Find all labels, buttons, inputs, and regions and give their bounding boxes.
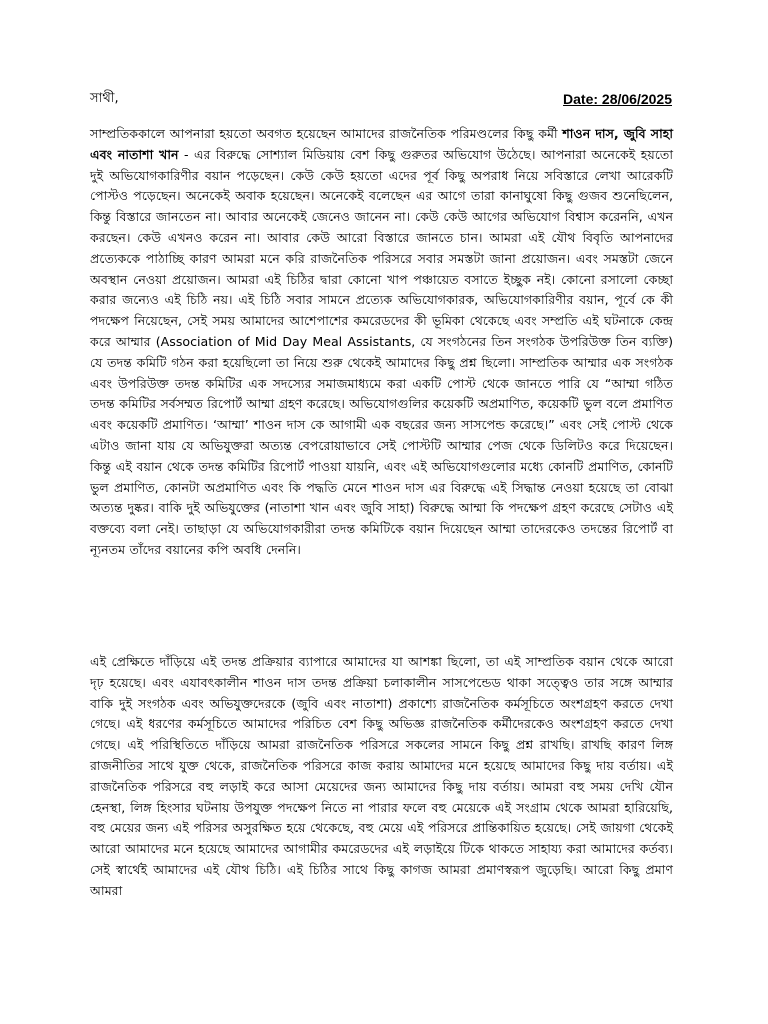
salutation: সাথী, — [90, 91, 119, 106]
accused-names: শাওন দাস, জুবি সাহা এবং নাতাশা খান — [90, 126, 674, 162]
paragraph-1-body: - এর বিরুদ্ধে সোশ্যাল মিডিয়ায় বেশ কিছু গুরুতর অভিযোগ উঠেছে। আপনারা অনেকেই হয়তো দুই অভিযোগকারিণীর বয়ান পড়েছেন। কেউ কেউ হয়তো এদের পূর্ব কিছু অপরাধ নিয়ে সবিস্তারে লেখা আরেকটি পোস্টও পড়েছেন। অনেকেই অবাক হয়েছেন। অনেকেই বলেছেন এর আগে তারা কানাঘুষো কিছু গুজব শুনেছিলেন, কিন্তু বিস্তারে জানতেন না। আবার অনেকেই জেনেও জানেন না। কেউ কেউ আগের অভিযোগ বিশ্বাস করেননি, এখন করছেন। কেউ এখনও করেন না। আবার কেউ আরো বিস্তারে জানতে চান। আমরা এই যৌথ বিবৃতি আপনাদের প্রত্যেককে পাঠাচ্ছি কারণ আমরা মনে করি রাজনৈতিক পরিসরে সবার সমস্তটা জানা প্রয়োজন। এবং সমস্তটা জেনে অবস্থান নেওয়া প্রয়োজন। আমরা এই চিঠির দ্বারা কোনো খাপ পঞ্চায়েত বসাতে ইচ্ছুক নই। কোনো রসালো কেচ্ছা করার জন্যেও এই চিঠি নয়। এই চিঠি সবার সামনে প্রত্যেক অভিযোগকারক, অভিযোগকারিণীর বয়ান, পূর্বে কে কী পদক্ষেপ নিয়েছেন, সেই সময় আমাদের আশেপাশের কমরেডদের কী ভূমিকা থেকেছে এবং সম্প্রতি এই ঘটনাকে কেন্দ্র করে আম্মার (Association of Mid Day Meal Assistants, যে সংগঠনের তিন সংগঠক উপরিউক্ত তিন ব্যক্তি) যে তদন্ত কমিটি গঠন করা হয়েছিলো তা নিয়ে শুরু থেকেই আমাদের কিছু প্রশ্ন ছিলো। সাম্প্রতিক আম্মার এক সংগঠক এবং উপরিউক্ত তদন্ত কমিটির এক সদস্যের সমাজমাধ্যমে করা একটি পোস্ট থেকে জানতে পারি যে “আম্মা গঠিত তদন্ত কমিটির সর্বসম্মত রিপোর্ট আম্মা গ্রহণ করেছে। অভিযোগগুলির কয়েকটি অপ্রমাণিত, কয়েকটি ভুল বলে প্রমাণিত এবং কয়েকটি প্রমাণিত। ‘আম্মা’ শাওন দাস কে আগামী এক বছরের জন্য সাসপেন্ড করেছে।” এবং সেই পোস্ট থেকে এটাও জানা যায় যে অভিযুক্তরা অত্যন্ত বেপরোয়াভাবে সেই পোস্টটি আম্মার পেজ থেকে ডিলিটও করে দিয়েছেন। কিন্তু এই বয়ান থেকে তদন্ত কমিটির রিপোর্ট পাওয়া যায়নি, এবং এই অভিযোগগুলোর মধ্যে কোনটি প্রমাণিত, কোনটি ভুল প্রমাণিত, কোনটা অপ্রমাণিত এবং কি পদ্ধতি মেনে শাওন দাস এর বিরুদ্ধে এই সিদ্ধান্ত নেওয়া হয়েছে তা বোঝা অত্যন্ত দুষ্কর। বাকি দুই অভিযুক্তের (নাতাশা খান এবং জুবি সাহা) বিরুদ্ধে আম্মা কি পদক্ষেপ গ্রহণ করেছে সেটাও এই বক্তব্যে বলা নেই। তাছাড়া যে অভিযোগকারীরা তদন্ত কমিটিকে বয়ান দিয়েছেন আম্মা তাদেরকেও তদন্তের রিপোর্ট বা ন্যূনতম তাঁদের বয়ানের কপি অবধি দেননি। — [90, 146, 673, 557]
paragraph-2: এই প্রেক্ষিতে দাঁড়িয়ে এই তদন্ত প্রক্রিয়ার ব্যাপারে আমাদের যা আশঙ্কা ছিলো, তা এই সাম্প্রতিক বয়ান থেকে আরো দৃঢ় হয়েছে। এবং এযাবৎকালীন শাওন দাস তদন্ত প্রক্রিয়া চলাকালীন সাসপেন্ডেড থাকা সত্ত্বেও তার সঙ্গে আম্মার বাকি দুই সংগঠক এবং অভিযুক্তদেরকে (জুবি এবং নাতাশা) প্রকাশ্যে রাজনৈতিক কর্মসূচিতে অংশগ্রহণ করতে দেখা গেছে। এই ধরণের কর্মসূচিতে আমাদের পরিচিত বেশ কিছু অভিজ্ঞ রাজনৈতিক কর্মীদেরকেও অংশগ্রহণ করতে দেখা গেছে। এই পরিস্থিতিতে দাঁড়িয়ে আমরা রাজনৈতিক পরিসরে সকলের সামনে কিছু প্রশ্ন রাখছি। রাখছি কারণ লিঙ্গ রাজনীতির সাথে যুক্ত থেকে, রাজনৈতিক পরিসরে কাজ করায় আমাদের মনে হয়েছে আমাদের কিছু দায় বর্তায়। এই রাজনৈতিক পরিসরে বহু লড়াই করে আসা মেয়েদের জন্য আমাদের কিছু দায় বর্তায়। আমরা বহু সময় দেখি যৌন হেনস্থা, লিঙ্গ হিংসার ঘটনায় উপযুক্ত পদক্ষেপ নিতে না পারার ফলে বহু মেয়েকে এই সংগ্রাম থেকে আমরা হারিয়েছি, বহু মেয়ের জন্য এই পরিসর অসুরক্ষিত হয়ে থেকেছে, বহু মেয়ে এই পরিসরে প্রান্তিকায়িত হয়েছে। সেই জায়গা থেকেই আরো আমাদের মনে হয়েছে আমাদের আগামীর কমরেডদের এই লড়াইয়ে টিকে থাকতে সাহায্য করা আমাদের কর্তব্য। সেই স্বার্থেই আমাদের এই যৌথ চিঠি। এই চিঠির সাথে কিছু কাগজ আমরা প্রমাণস্বরূপ জুড়েছি। আরো কিছু প্রমাণ আমরা — [90, 654, 673, 898]
letter-date: Date: 28/06/2025 — [563, 91, 672, 107]
paragraph-1-intro: সাম্প্রতিককালে আপনারা হয়তো অবগত হয়েছেন আমাদের রাজনৈতিক পরিমণ্ডলের কিছু কর্মী — [90, 126, 563, 141]
paragraph-1 — [90, 124, 673, 561]
